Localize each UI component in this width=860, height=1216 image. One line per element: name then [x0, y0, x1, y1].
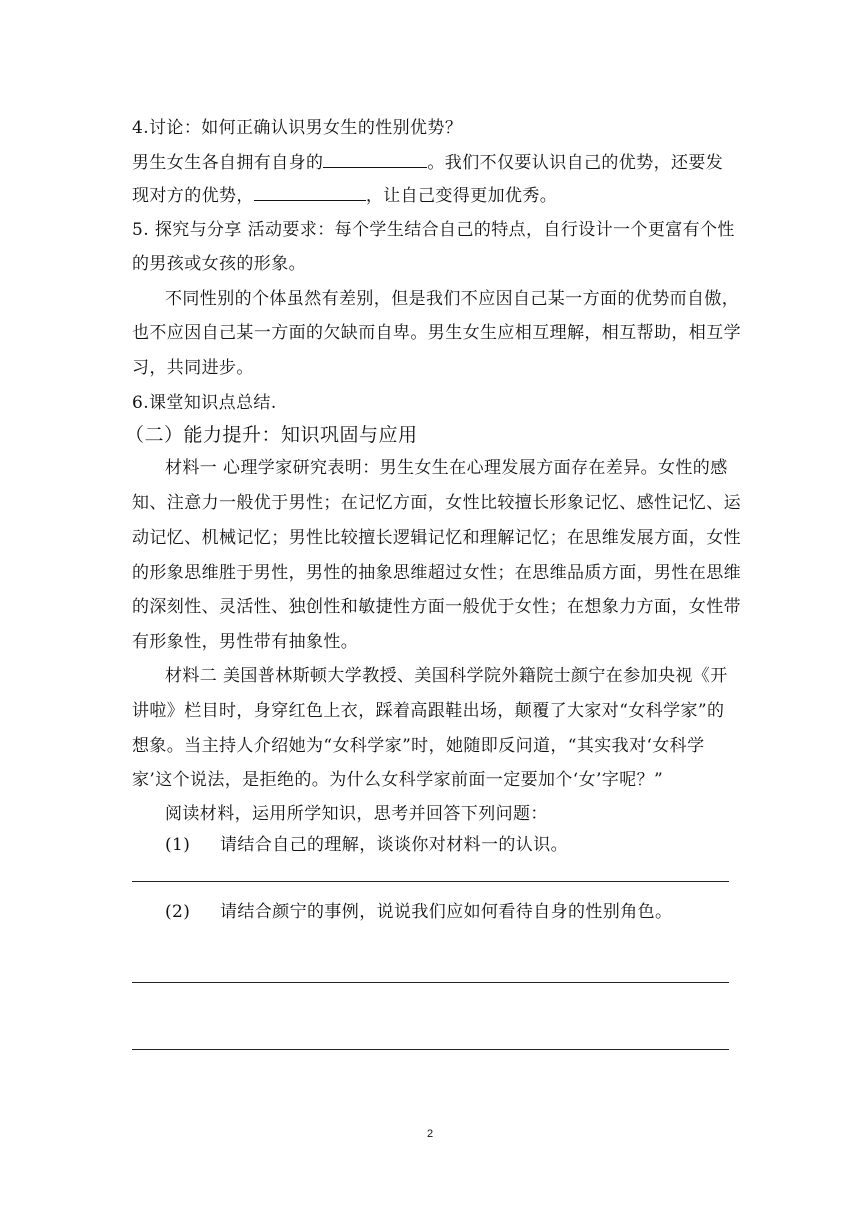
question-4-text-b: 。我们不仅要认识自己的优势，还要发 — [427, 153, 724, 173]
fill-in-blank-2[interactable] — [254, 183, 366, 201]
section-heading: （二）能力提升：知识巩固与应用 — [125, 424, 418, 446]
paragraph-line: 不同性别的个体虽然有差别，但是我们不应因自己某一方面的优势而自傲， — [165, 289, 740, 309]
sub-question-1-text: 请结合自己的理解，谈谈你对材料一的认识。 — [220, 835, 568, 855]
question-5-line-1: 5. 探究与分享 活动要求：每个学生结合自己的特点，自行设计一个更富有个性 — [132, 220, 735, 240]
answer-line-3[interactable] — [132, 1049, 729, 1050]
answer-line-2[interactable] — [132, 982, 729, 983]
material-2-line: 家’这个说法，是拒绝的。为什么女科学家前面一定要加个‘女’字呢？” — [132, 770, 664, 790]
question-4-text-a: 男生女生各自拥有自身的 — [132, 153, 324, 173]
question-4-text-c: 现对方的优势， — [132, 186, 254, 206]
paragraph-line: 习，共同进步。 — [132, 358, 254, 378]
paragraph-line: 也不应因自己某一方面的欠缺而自卑。男生女生应相互理解，相互帮助，相互学 — [132, 323, 741, 343]
sub-question-1-number: (1) — [165, 835, 191, 855]
material-1-line: 的形象思维胜于男性，男性的抽象思维超过女性；在思维品质方面，男性在思维 — [132, 563, 741, 583]
material-2-line: 材料二 美国普林斯顿大学教授、美国科学院外籍院士颜宁在参加央视《开 — [165, 666, 728, 686]
sub-question-1 — [165, 835, 568, 855]
question-4-line-1 — [132, 150, 723, 173]
question-6-title: 6.课堂知识点总结. — [132, 393, 277, 413]
question-4-title: 4.讨论：如何正确认识男女生的性别优势？ — [132, 118, 463, 138]
fill-in-blank-1[interactable] — [323, 150, 427, 168]
material-1-line: 材料一 心理学家研究表明：男生女生在心理发展方面存在差异。女性的感 — [165, 458, 728, 478]
material-1-line: 的深刻性、灵活性、独创性和敏捷性方面一般优于女性；在想象力方面，女性带 — [132, 597, 741, 617]
page-number: 2 — [426, 1128, 434, 1140]
material-1-line: 动记忆、机械记忆；男性比较擅长逻辑记忆和理解记忆；在思维发展方面，女性 — [132, 528, 741, 548]
material-1-line: 知、注意力一般优于男性；在记忆方面，女性比较擅长形象记忆、感性记忆、运 — [132, 493, 741, 513]
question-4-text-d: ，让自己变得更加优秀。 — [365, 186, 558, 206]
sub-question-2 — [165, 902, 672, 922]
material-1-line: 有形象性，男性带有抽象性。 — [132, 632, 359, 652]
material-2-line: 想象。当主持人介绍她为“女科学家”时，她随即反问道，“其实我对‘女科学 — [132, 736, 705, 756]
sub-question-2-number: (2) — [165, 902, 191, 922]
sub-question-2-text: 请结合颜宁的事例，说说我们应如何看待自身的性别角色。 — [220, 902, 673, 922]
question-5-line-2: 的男孩或女孩的形象。 — [132, 254, 306, 274]
answer-line-1[interactable] — [132, 881, 729, 882]
question-4-line-2 — [132, 183, 557, 206]
instruction-text: 阅读材料，运用所学知识，思考并回答下列问题： — [165, 804, 548, 824]
material-2-line: 讲啦》栏目时，身穿红色上衣，踩着高跟鞋出场，颠覆了大家对“女科学家”的 — [132, 701, 725, 721]
